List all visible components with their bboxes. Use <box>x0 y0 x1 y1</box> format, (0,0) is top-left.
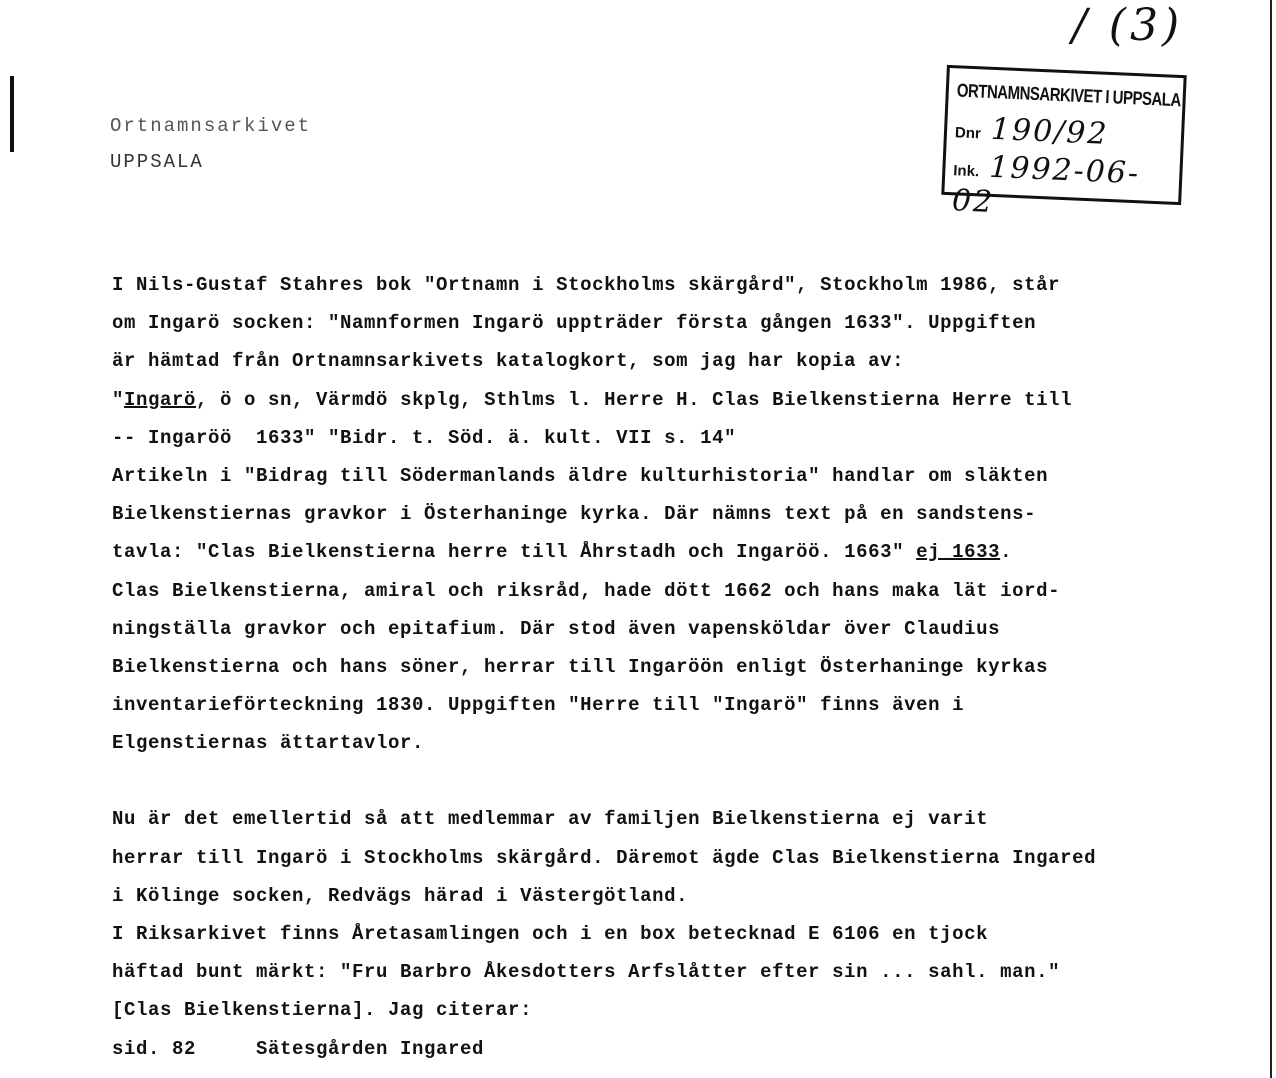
stamp-ink-label: Ink. <box>952 162 980 181</box>
text-line: sid. 82 Sätesgården Ingared <box>112 1037 485 1060</box>
text-line <box>112 381 1222 419</box>
stamp-dnr-row <box>954 110 1109 152</box>
text-line: i Kölinge socken, Redvägs härad i Västergötland. <box>112 884 689 907</box>
text-line: Artikeln i "Bidrag till Södermanlands äldre kulturhistoria" handlar om släkten <box>112 464 1049 487</box>
sender-name: Ortnamnsarkivet <box>110 115 312 137</box>
text-line: -- Ingaröö 1633" "Bidr. t. Söd. ä. kult. VII s. 14" <box>112 426 737 449</box>
text-line: inventarieförteckning 1830. Uppgiften "Herre till "Ingarö" finns även i <box>112 694 965 717</box>
paragraph <box>112 266 1222 762</box>
text-line: I Riksarkivet finns Åretasamlingen och i en box betecknad E 6106 en tjock <box>112 923 989 945</box>
text-line: [Clas Bielkenstierna]. Jag citerar: <box>112 999 533 1022</box>
text-line: häftad bunt märkt: "Fru Barbro Åkesdotters Arfslåtter efter sin ... sahl. man." <box>112 961 1061 984</box>
letter-body <box>112 266 1222 1068</box>
page-number: / (3) <box>1072 0 1184 51</box>
line-segment: tavla: "Clas Bielkenstierna herre till Åhrstadh och Ingaröö. 1663" <box>112 541 917 564</box>
stamp-title: ORTNAMNSARKIVET I UPPSALA <box>956 80 1182 112</box>
text-line: om Ingarö socken: "Namnformen Ingarö uppträder första gången 1633". Uppgiften <box>112 312 1037 335</box>
archive-stamp <box>941 65 1186 221</box>
text-line: ningställa gravkor och epitafium. Där stod även vapensköldar över Claudius <box>112 617 1001 640</box>
text-line: herrar till Ingarö i Stockholms skärgård. Däremot ägde Clas Bielkenstierna Ingared <box>112 846 1097 869</box>
page-edge-line <box>1270 0 1272 1078</box>
sender-city: UPPSALA <box>110 151 204 173</box>
stamp-dnr-value: 190/92 <box>990 111 1110 152</box>
text-line: Elgenstiernas ättartavlor. <box>112 732 425 755</box>
line-segment: . <box>1000 541 1013 564</box>
text-line: Nu är det emellertid så att medlemmar av familjen Bielkenstierna ej varit <box>112 808 989 831</box>
sender-block <box>110 108 311 180</box>
line-segment: " <box>112 388 125 411</box>
underlined-text: Ingarö <box>124 388 197 411</box>
stamp-ink-value: 1992-06-02 <box>951 149 1141 221</box>
paragraph-gap <box>112 762 1222 800</box>
text-line: Bielkenstiernas gravkor i Österhaninge kyrka. Där nämns text på en sandstens- <box>112 503 1037 526</box>
text-line: I Nils-Gustaf Stahres bok "Ortnamn i Stockholms skärgård", Stockholm 1986, står <box>112 274 1061 296</box>
text-line: Bielkenstierna och hans söner, herrar till Ingaröön enligt Österhaninge kyrkas <box>112 655 1049 678</box>
margin-mark <box>10 76 14 152</box>
line-segment: , ö o sn, Värmdö skplg, Sthlms l. Herre H. Clas Bielkenstierna Herre till <box>196 388 1073 411</box>
text-line: Clas Bielkenstierna, amiral och riksråd, hade dött 1662 och hans maka lät iord- <box>112 579 1061 602</box>
text-line <box>112 533 1222 571</box>
underlined-text: ej 1633 <box>916 541 1001 564</box>
stamp-ink-row <box>951 148 1180 228</box>
text-line: är hämtad från Ortnamnsarkivets katalogkort, som jag har kopia av: <box>112 350 905 373</box>
stamp-dnr-label: Dnr <box>954 124 982 143</box>
paragraph <box>112 800 1222 1067</box>
